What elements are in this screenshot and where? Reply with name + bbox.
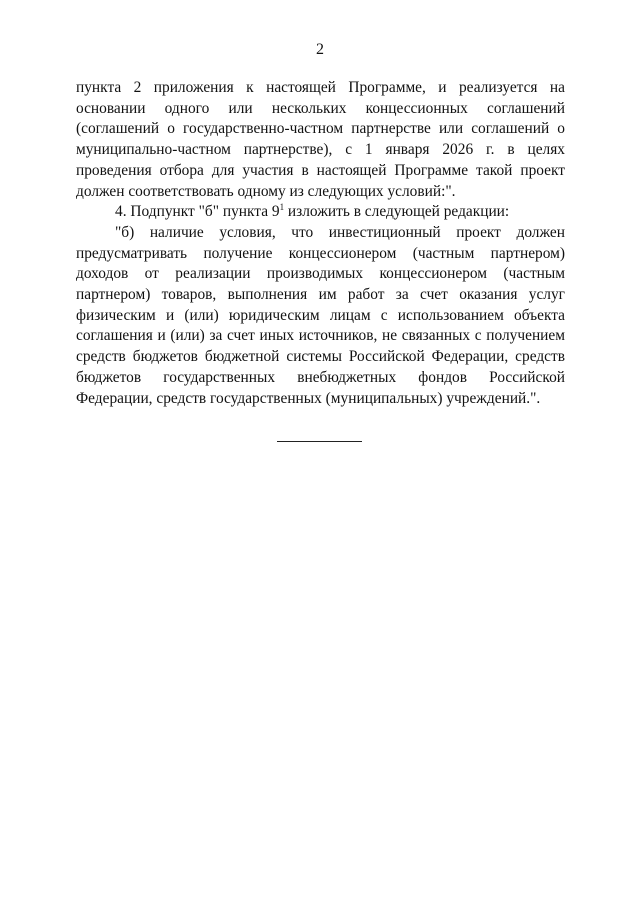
item-4-superscript: 1 [279, 202, 285, 213]
end-of-text-rule [277, 441, 362, 442]
paragraph-subitem-b: "б) наличие условия, что инвестиционный проект должен предусматривать получение концессионером (частным партнером) доходов от реализации производимых концессионером (частным партнером) товаров, выполнения им работ за счет оказания услуг физическим и (или) юридическим лицам с использованием объекта соглашения и (или) за счет иных источников, не связанных с получением средств бюджетов бюджетной системы Российской Федерации, средств бюджетов государственных внебюджетных фондов Российской Федерации, средств государственных (муниципальных) учреждений.". [76, 223, 565, 407]
document-body [76, 78, 565, 409]
item-4-text: 4. Подпункт "б" пункта 9 [115, 203, 280, 221]
paragraph-item-4 [76, 202, 565, 223]
paragraph-continuation: пункта 2 приложения к настоящей Программе, и реализуется на основании одного или нескольких концессионных соглашений (соглашений о государственно-частном партнерстве или соглашений о муниципально-частном партнерстве), с 1 января 2026 г. в целях проведения отбора для участия в настоящей Программе такой проект должен соответствовать одному из следующих условий:". [76, 79, 565, 200]
page-number: 2 [316, 41, 324, 58]
item-4-text-end: изложить в следующей редакции: [284, 203, 510, 221]
